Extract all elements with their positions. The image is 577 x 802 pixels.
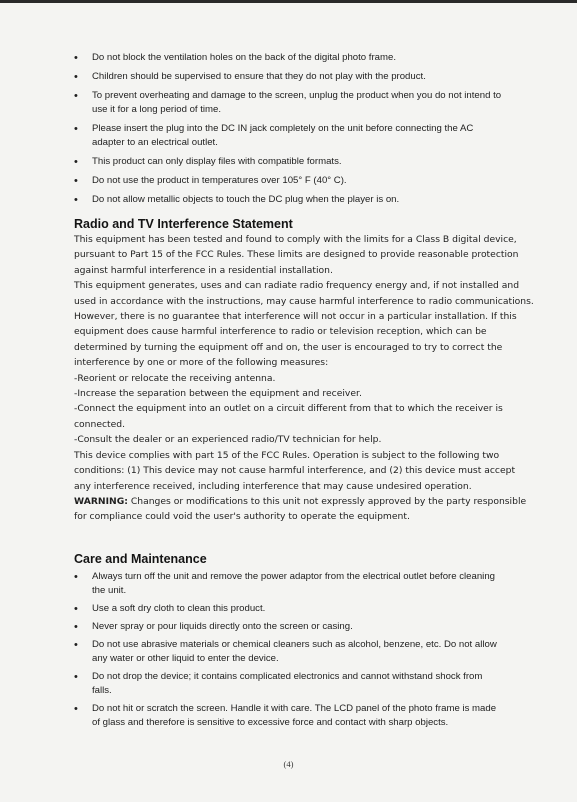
safety-bullet-item <box>74 122 504 150</box>
bullet-dot-icon: • <box>74 194 78 206</box>
care-bullet-item <box>74 702 504 730</box>
radio-tv-statement <box>74 232 534 525</box>
safety-bullet-item <box>74 155 504 169</box>
safety-bullet-item <box>74 70 504 84</box>
warning-text: Changes or modifications to this unit not expressly approved by the party responsible for compliance could void the user's authority to operate the equipment. <box>74 495 527 523</box>
safety-bullet-item <box>74 193 504 207</box>
safety-bullet-item <box>74 51 504 65</box>
care-bullet-text: Use a soft dry cloth to clean this product. <box>92 603 266 614</box>
care-bullet-text: Do not hit or scratch the screen. Handle it with care. The LCD panel of the photo frame is made of glass and therefore is sensitive to excessive force and contact with sharp objects. <box>92 703 497 728</box>
care-bullet-text: Do not use abrasive materials or chemical cleaners such as alcohol, benzene, etc. Do not allow any water or other liquid to enter the device. <box>92 639 497 664</box>
radio-tv-heading: Radio and TV Interference Statement <box>74 217 293 231</box>
statement-paragraph: This equipment has been tested and found to comply with the limits for a Class B digital device, pursuant to Part 15 of the FCC Rules. These limits are designed to provide reasonable protection against harmful interference in a residential installation. <box>74 234 519 276</box>
safety-bullet-text: Do not allow metallic objects to touch the DC plug when the player is on. <box>92 194 400 205</box>
bullet-dot-icon: • <box>74 71 78 83</box>
safety-bullet-text: Do not block the ventilation holes on the back of the digital photo frame. <box>92 52 396 63</box>
care-bullet-text: Do not drop the device; it contains complicated electronics and cannot withstand shock from falls. <box>92 671 483 696</box>
statement-paragraph: This equipment generates, uses and can radiate radio frequency energy and, if not installed and used in accordance with the instructions, may cause harmful interference to radio communications. However, there is no guarantee that interference will not occur in a particular installation. If this equipment does cause harmful interference to radio or television reception, which can be determined by turning the equipment off and on, the user is encouraged to try to correct the interference by one or more of the following measures: <box>74 280 534 369</box>
bullet-dot-icon: • <box>74 52 78 64</box>
safety-bullet-text: This product can only display files with compatible formats. <box>92 156 342 167</box>
statement-paragraph: This device complies with part 15 of the FCC Rules. Operation is subject to the following two conditions: (1) This device may not cause harmful interference, and (2) this device must accept any interference received, including interference that may cause undesired operation. <box>74 449 516 492</box>
measure-item: -Connect the equipment into an outlet on a circuit different from that to which the receiver is connected. <box>74 403 503 430</box>
bullet-dot-icon: • <box>74 639 78 651</box>
care-bullet-text: Always turn off the unit and remove the power adaptor from the electrical outlet before cleaning the unit. <box>92 571 495 596</box>
care-bullet-item <box>74 620 504 634</box>
bullet-dot-icon: • <box>74 671 78 683</box>
bullet-dot-icon: • <box>74 123 78 135</box>
bullet-dot-icon: • <box>74 621 78 633</box>
page-number: (4) <box>283 759 294 769</box>
care-bullet-item <box>74 570 504 598</box>
safety-bullet-text: Do not use the product in temperatures over 105° F (40° C). <box>92 175 347 186</box>
measure-item: -Consult the dealer or an experienced radio/TV technician for help. <box>74 434 382 446</box>
warning-paragraph <box>74 494 534 525</box>
care-bullet-item <box>74 670 504 698</box>
safety-bullet-item <box>74 174 504 188</box>
bullet-dot-icon: • <box>74 175 78 187</box>
measure-item: -Reorient or relocate the receiving antenna. <box>74 372 276 384</box>
bullet-dot-icon: • <box>74 571 78 583</box>
page-top-border <box>0 0 577 3</box>
safety-bullet-text: To prevent overheating and damage to the screen, unplug the product when you do not intend to use it for a long period of time. <box>92 90 502 115</box>
safety-bullet-text: Please insert the plug into the DC IN jack completely on the unit before connecting the AC adapter to an electrical outlet. <box>92 123 474 148</box>
safety-bullet-item <box>74 89 504 117</box>
care-bullet-text: Never spray or pour liquids directly onto the screen or casing. <box>92 621 353 632</box>
bullet-dot-icon: • <box>74 703 78 715</box>
measure-item: -Increase the separation between the equipment and receiver. <box>74 388 362 400</box>
safety-bullet-list <box>74 51 504 212</box>
care-maintenance-heading: Care and Maintenance <box>74 552 207 566</box>
bullet-dot-icon: • <box>74 603 78 615</box>
care-bullet-item <box>74 638 504 666</box>
safety-bullet-text: Children should be supervised to ensure that they do not play with the product. <box>92 71 426 82</box>
care-bullet-item <box>74 602 504 616</box>
bullet-dot-icon: • <box>74 90 78 102</box>
care-bullet-list <box>74 570 504 734</box>
warning-label: WARNING: <box>74 495 128 507</box>
bullet-dot-icon: • <box>74 156 78 168</box>
